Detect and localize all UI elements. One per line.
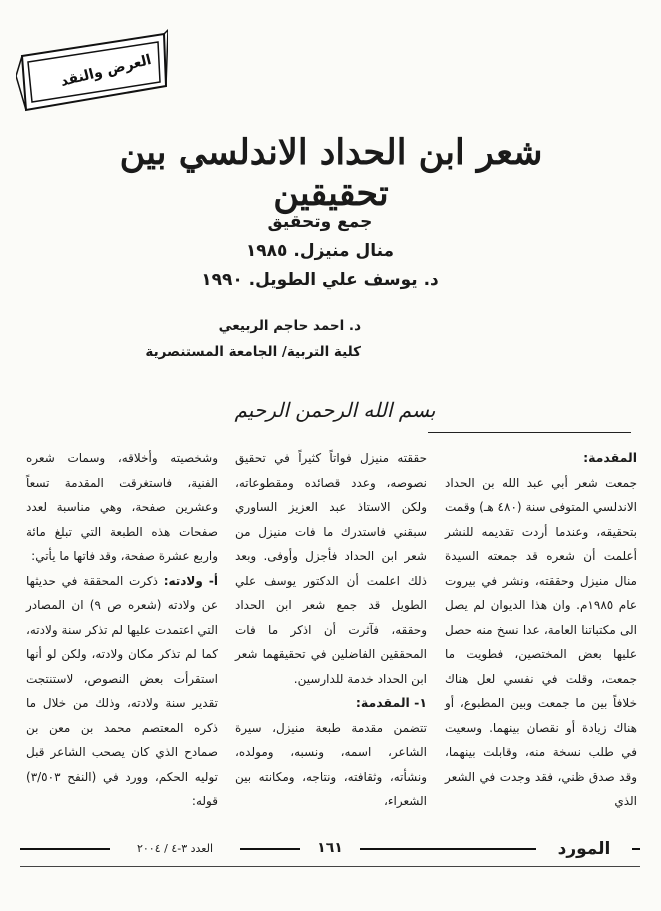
- section-label: العرض والنقد: [58, 51, 154, 91]
- column-middle: [235, 446, 427, 814]
- article-title: شعر ابن الحداد الاندلسي بين تحقيقين: [119, 132, 543, 214]
- footer-rule-thin: [20, 866, 640, 867]
- subtitle-line2: منال منيزل. ١٩٨٥: [245, 241, 395, 261]
- column-right: [445, 446, 637, 814]
- birth-point-label: أ- ولادته:: [163, 573, 218, 588]
- journal-logo: المورد: [536, 834, 632, 864]
- column-left-text1: وشخصيته وأخلاقه، وسمات شعره الفنية، فاستغرقت المقدمة تسعاً وعشرين صفحة، وهي مناسبة لعدد صفحات هذه الطبعة التي تبلغ مائة واربع عشرة صفحة، وقد فاتها ما يأتي:: [26, 451, 218, 563]
- column-middle-text2: تتضمن مقدمة طبعة منيزل، سيرة الشاعر، اسمه، ونسبه، ومولده، ونشأته، وثقافته، ونتاجه، ومكانته بين الشعراء،: [235, 720, 427, 808]
- column-left-text2: ذكرت المحققة في حديثها عن ولادته (شعره ص ٩) ان المصادر التي اعتمدت عليها لم تذكر سنة ولادته، كما لم تذكر مكان ولادته، ولكن لو أنها استقرأت بعض النصوص، لاستنتجت تقدير سنة ولادته، وذلك من خلال ما ذكره المعتصم محمد بن معن بن صمادح الذي كان يصحب الشاعر قبل توليه الحكم، وورد في (النفح ٣/٥٠٣) قوله:: [26, 573, 219, 808]
- subtitle-line1: جمع وتحقيق: [267, 212, 373, 232]
- author-affiliation: كلية التربية/ الجامعة المستنصرية: [145, 344, 361, 360]
- intro-heading: المقدمة:: [583, 450, 637, 465]
- column-left: [26, 446, 218, 814]
- subtitle-line3: د. يوسف علي الطويل. ١٩٩٠: [201, 270, 439, 290]
- section1-heading: ١- المقدمة:: [355, 695, 427, 710]
- column-right-text: جمعت شعر أبي عبد الله بن الحداد الاندلسي المتوفى سنة (٤٨٠ هـ) وقمت بتحقيقه، وعندما أردت تقديمه للنشر أعلمت أن شعره قد جمعته السيدة منال منيزل وحققته، ونشر في بيروت عام ١٩٨٥م. وان هذا الديوان لم يصل الى مكتباتنا العامة، عدا نسخ منه حصل عليها بعض المختصين، فطويت ما جمعت، وقلت في نفسي لعل هناك خلافاً بين ما جمعت وبين المطبوع، أو هناك زيادة أو نقصان بينهما. وسعيت في طلب نسخة منه، وقابلت بينهما، وقد صدق ظني، فقد وجدت في الشعر الذي: [445, 475, 638, 808]
- author-name: د. احمد حاجم الربيعي: [218, 318, 361, 334]
- page-number: ١٦١: [300, 840, 360, 860]
- column-middle-text1: حققته منيزل فواتاً كثيراً في تحقيق نصوصه، وعدد قصائده ومقطوعاته، ولكن الاستاذ عبد العزيز الساوري سبقني فاستدرك ما فات منيزل من شعر ابن الحداد فأجزل وأوفى. وبعد ذلك اعلمت أن الدكتور يوسف علي الطويل قد جمع شعر ابن الحداد وحققه، فآثرت أن اذكر ما فات المحققين الفاضلين في تحقيقهما شعر ابن الحداد خدمة للدارسين.: [235, 451, 427, 686]
- basmala: بسم الله الرحمن الرحيم: [234, 398, 436, 422]
- basmala-divider: [428, 432, 631, 433]
- issue-info: العدد ٣-٤ / ٢٠٠٤: [110, 842, 240, 855]
